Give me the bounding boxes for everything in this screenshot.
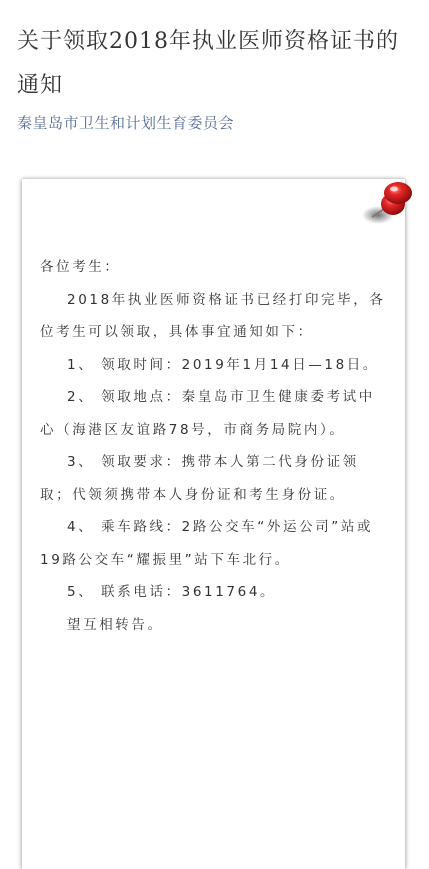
red-push-pin-icon — [360, 179, 420, 229]
account-name-link[interactable]: 秦皇岛市卫生和计划生育委员会 — [17, 114, 235, 132]
article-title: 关于领取2018年执业医师资格证书的通知 — [17, 29, 399, 98]
notice-closing: 望互相转告。 — [67, 616, 164, 633]
notice-intro: 2018年执业医师资格证书已经打印完毕，各位考生可以领取，具体事宜通知如下： — [40, 291, 386, 340]
notice-item-place: 2、 领取地点：秦皇岛市卫生健康委考试中心（海港区友谊路78号，市商务局院内）。 — [40, 389, 375, 438]
notice-item-route: 4、 乘车路线：2路公交车“外运公司”站或19路公交车“耀振里”站下车北行。 — [40, 519, 374, 568]
notice-card — [22, 179, 405, 869]
notice-body — [40, 251, 388, 641]
notice-salutation: 各位考生： — [40, 259, 121, 275]
notice-item-time: 1、 领取时间：2019年1月14日—18日。 — [67, 356, 379, 373]
notice-item-phone: 5、 联系电话：3611764。 — [67, 584, 277, 600]
notice-item-requirements: 3、 领取要求：携带本人第二代身份证领取；代领须携带本人身份证和考生身份证。 — [40, 454, 359, 503]
